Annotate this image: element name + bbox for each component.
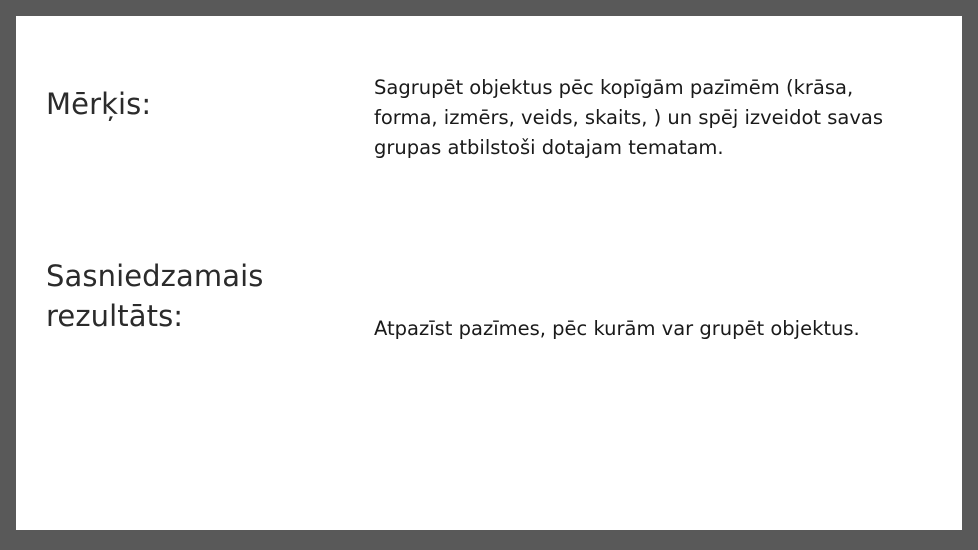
result-label: Sasniedzamais rezultāts: — [46, 259, 264, 333]
slide-canvas — [16, 16, 962, 530]
goal-label: Mērķis: — [46, 87, 152, 121]
goal-body-text: Sagrupēt objektus pēc kopīgām pazīmēm (krāsa, forma, izmērs, veids, skaits, ) un spēj izveidot savas grupas atbilstoši dotajam tematam. — [374, 76, 883, 159]
result-body-text: Atpazīst pazīmes, pēc kurām var grupēt objektus. — [374, 317, 860, 340]
